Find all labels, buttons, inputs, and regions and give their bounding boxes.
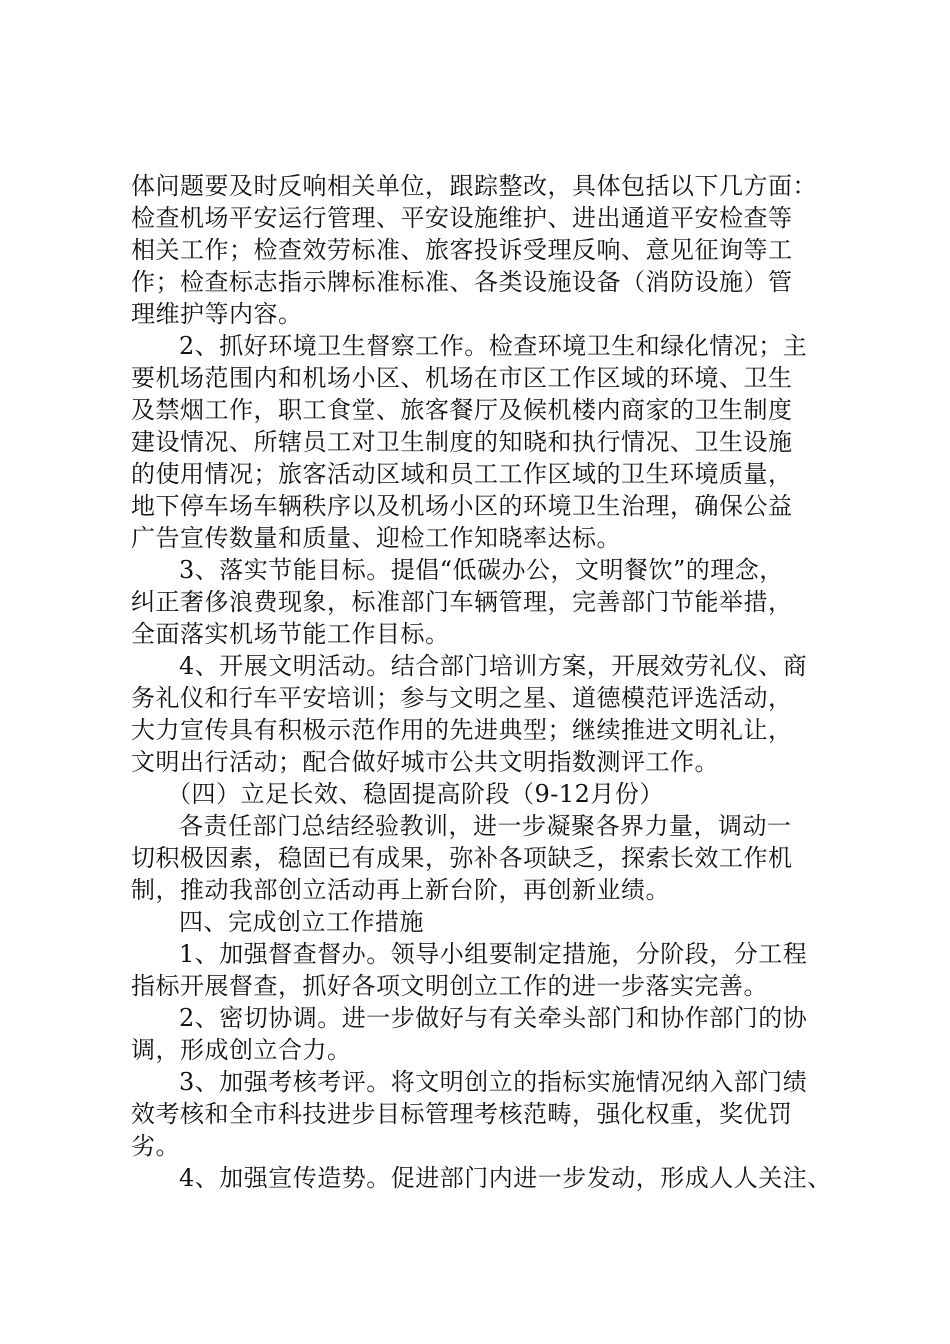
section-heading: （四）立足长效、稳固提高阶段（9-12月份） xyxy=(167,780,664,808)
paragraph-start-line: 4、加强宣传造势。促进部门内进一步发动，形成人人关注、 xyxy=(179,1164,832,1192)
text-line: 切积极因素，稳固已有成果，弥补各项缺乏，探索长效工作机 xyxy=(131,844,793,872)
text-line: 检查机场平安运行管理、平安设施维护、进出通道平安检查等 xyxy=(131,204,793,232)
text-line: 指标开展督查，抓好各项文明创立工作的进一步落实完善。 xyxy=(131,972,768,1000)
section-heading: 四、完成创立工作措施 xyxy=(179,908,424,936)
text-line: 纠正奢侈浪费现象，标准部门车辆管理，完善部门节能举措， xyxy=(131,588,793,616)
text-line: 效考核和全市科技进步目标管理考核范畴，强化权重，奖优罚 xyxy=(131,1100,793,1128)
text-line: 要机场范围内和机场小区、机场在市区工作区域的环境、卫生 xyxy=(131,364,793,392)
paragraph-start-line: 各责任部门总结经验教训，进一步凝聚各界力量，调动一 xyxy=(179,812,792,840)
text-line: 广告宣传数量和质量、迎检工作知晓率达标。 xyxy=(131,524,621,552)
text-line: 制，推动我部创立活动再上新台阶，再创新业绩。 xyxy=(131,876,670,904)
text-line: 理维护等内容。 xyxy=(131,300,303,328)
text-line: 地下停车场车辆秩序以及机场小区的环境卫生治理，确保公益 xyxy=(131,492,793,520)
text-line: 体问题要及时反响相关单位，跟踪整改，具体包括以下几方面： xyxy=(131,172,817,200)
text-line: 务礼仪和行车平安培训；参与文明之星、道德模范评选活动， xyxy=(131,684,793,712)
paragraph-start-line: 4、开展文明活动。结合部门培训方案，开展效劳礼仪、商 xyxy=(179,652,808,680)
text-line: 作；检查标志指示牌标准标准、各类设施设备（消防设施）管 xyxy=(131,268,793,296)
paragraph-start-line: 3、落实节能目标。提倡“低碳办公，文明餐饮”的理念， xyxy=(179,556,784,584)
text-line: 的使用情况；旅客活动区域和员工工作区域的卫生环境质量， xyxy=(131,460,793,488)
paragraph-start-line: 2、密切协调。进一步做好与有关牵头部门和协作部门的协 xyxy=(179,1004,808,1032)
paragraph-start-line: 2、抓好环境卫生督察工作。检查环境卫生和绿化情况；主 xyxy=(179,332,808,360)
text-line: 相关工作；检查效劳标准、旅客投诉受理反响、意见征询等工 xyxy=(131,236,793,264)
text-line: 建设情况、所辖员工对卫生制度的知晓和执行情况、卫生设施 xyxy=(131,428,793,456)
text-line: 劣。 xyxy=(131,1132,180,1160)
paragraph-start-line: 3、加强考核考评。将文明创立的指标实施情况纳入部门绩 xyxy=(179,1068,808,1096)
document-body xyxy=(131,170,831,1194)
paragraph-start-line: 1、加强督查督办。领导小组要制定措施，分阶段，分工程 xyxy=(179,940,808,968)
text-line: 调，形成创立合力。 xyxy=(131,1036,352,1064)
text-line: 文明出行活动；配合做好城市公共文明指数测评工作。 xyxy=(131,748,719,776)
text-line: 及禁烟工作，职工食堂、旅客餐厅及候机楼内商家的卫生制度 xyxy=(131,396,793,424)
text-line: 大力宣传具有积极示范作用的先进典型；继续推进文明礼让， xyxy=(131,716,793,744)
text-line: 全面落实机场节能工作目标。 xyxy=(131,620,450,648)
